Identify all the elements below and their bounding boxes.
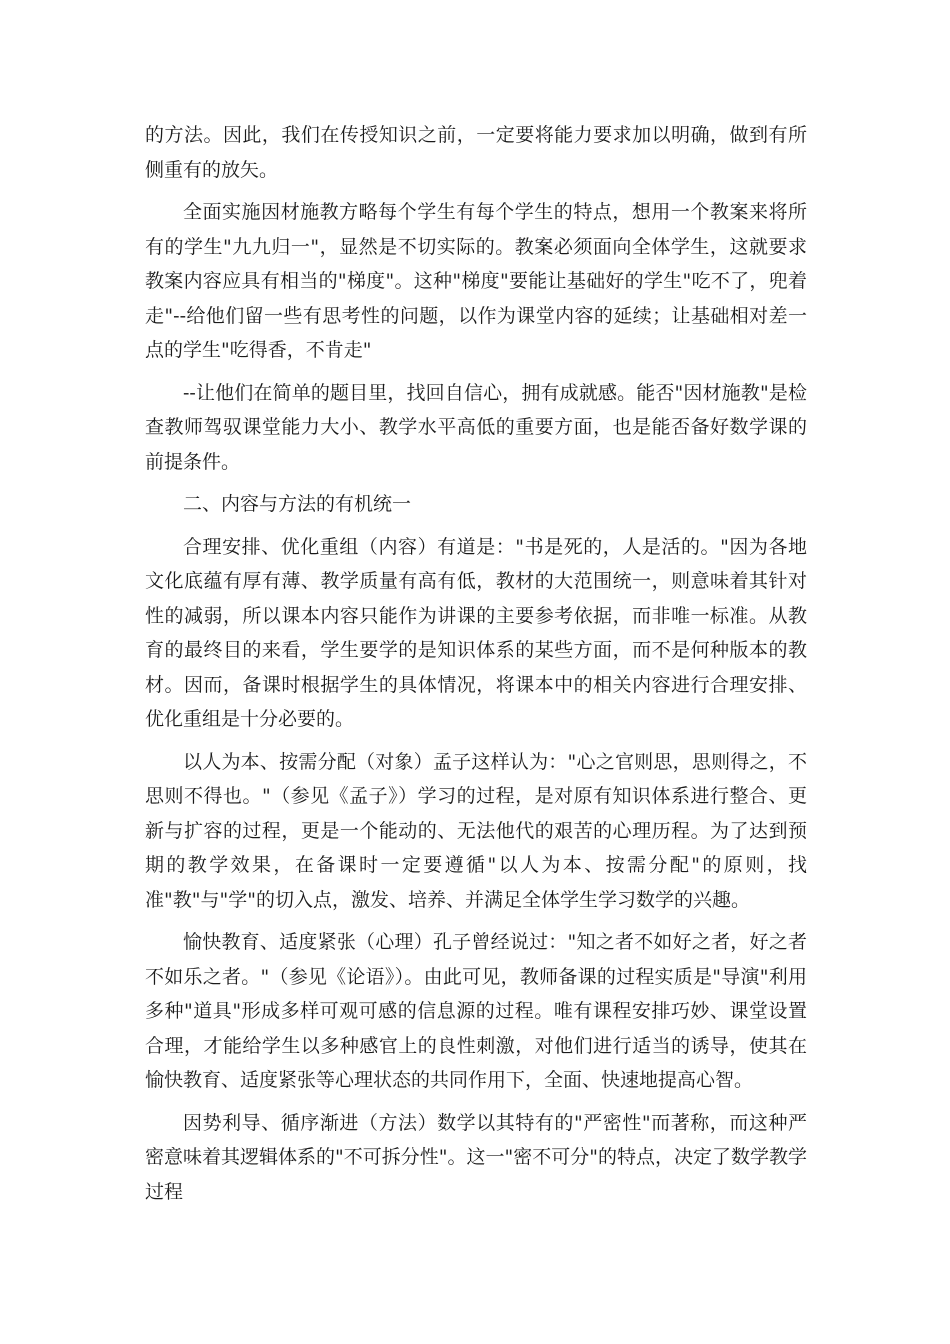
section-heading: 二、内容与方法的有机统一: [183, 493, 412, 515]
paragraph: 的方法。因此，我们在传授知识之前，一定要将能力要求加以明确，做到有所侧重有的放矢。: [145, 124, 807, 181]
paragraph: 因势利导、循序渐进（方法）数学以其特有的"严密性"而著称，而这种严密意味着其逻辑体系的"不可拆分性"。这一"密不可分"的特点，决定了数学教学过程: [145, 1111, 807, 1203]
document-body: [145, 118, 807, 1217]
paragraph: 合理安排、优化重组（内容）有道是："书是死的，人是活的。"因为各地文化底蕴有厚有薄、教学质量有高有低，教材的大范围统一，则意味着其针对性的减弱，所以课本内容只能作为讲课的主要参考依据，而非唯一标准。从教育的最终目的来看，学生要学的是知识体系的某些方面，而不是何种版本的教材。因而，备课时根据学生的具体情况，将课本中的相关内容进行合理安排、优化重组是十分必要的。: [145, 535, 807, 730]
paragraph: 愉快教育、适度紧张（心理）孔子曾经说过："知之者不如好之者，好之者不如乐之者。"（参见《论语》）。由此可见，教师备课的过程实质是"导演"利用多种"道具"形成多样可观可感的信息源的过程。唯有课程安排巧妙、课堂设置合理，才能给学生以多种感官上的良性刺激，对他们进行适当的诱导，使其在愉快教育、适度紧张等心理状态的共同作用下，全面、快速地提高心智。: [145, 931, 807, 1091]
paragraph: 全面实施因材施教方略每个学生有每个学生的特点，想用一个教案来将所有的学生"九九归一"，显然是不切实际的。教案必须面向全体学生，这就要求教案内容应具有相当的"梯度"。这种"梯度"要能让基础好的学生"吃不了，兜着走"--给他们留一些有思考性的问题，以作为课堂内容的延续；让基础相对差一点的学生"吃得香，不肯走": [145, 201, 807, 361]
paragraph: --让他们在简单的题目里，找回自信心，拥有成就感。能否"因材施教"是检查教师驾驭课堂能力大小、教学水平高低的重要方面，也是能否备好数学课的前提条件。: [145, 381, 807, 473]
paragraph: 以人为本、按需分配（对象）孟子这样认为："心之官则思，思则得之，不思则不得也。"（参见《孟子》）学习的过程，是对原有知识体系进行整合、更新与扩容的过程，更是一个能动的、无法他代的艰苦的心理历程。为了达到预期的教学效果，在备课时一定要遵循"以人为本、按需分配"的原则，找准"教"与"学"的切入点，激发、培养、并满足全体学生学习数学的兴趣。: [145, 750, 807, 911]
